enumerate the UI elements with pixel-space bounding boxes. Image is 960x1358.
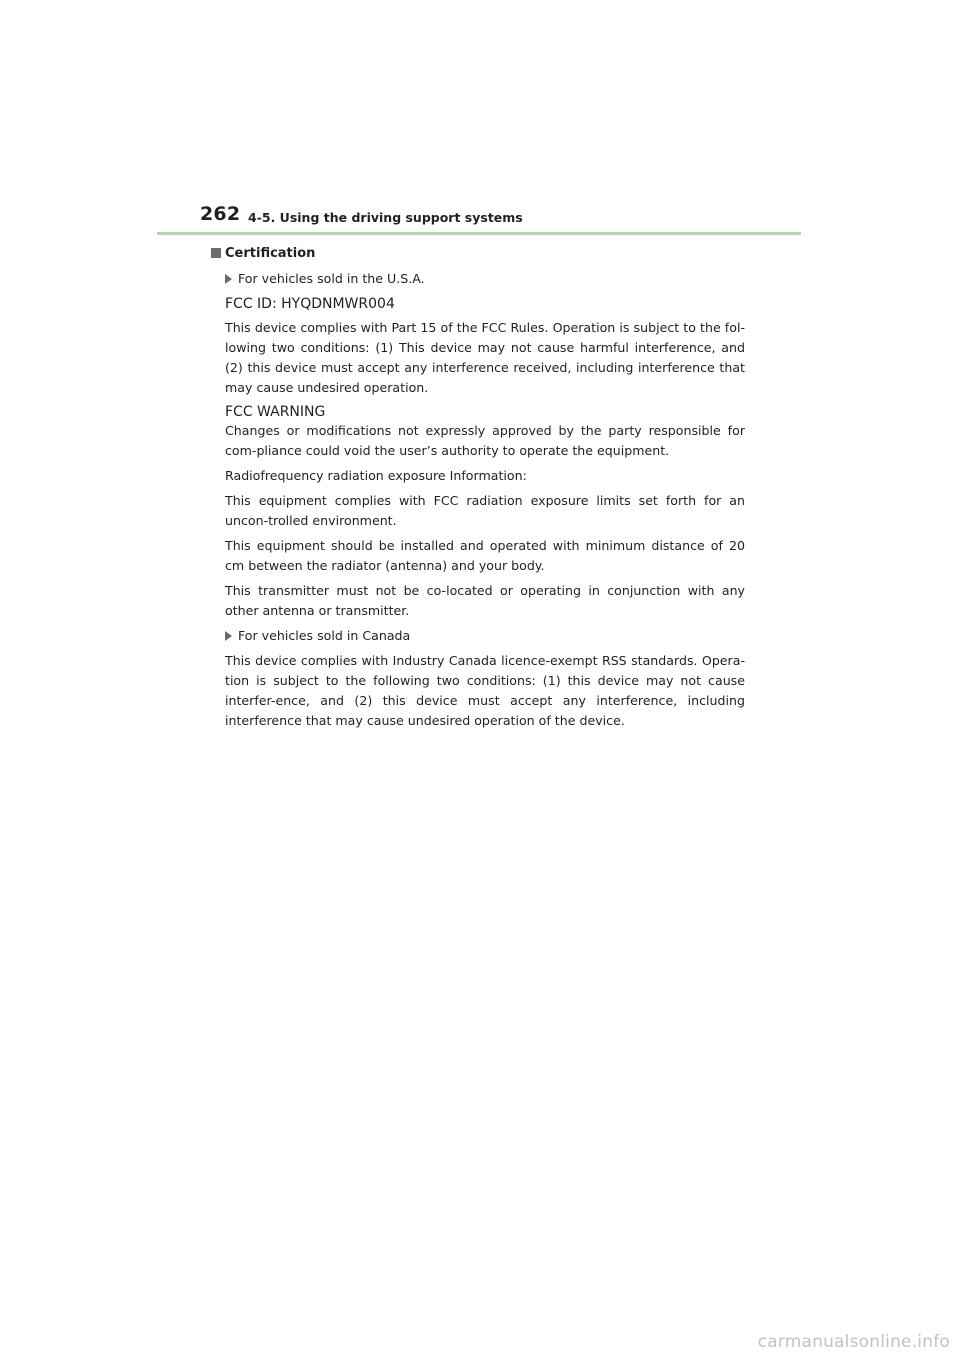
paragraph-modifications: Changes or modifications not expressly approved by the party responsible for com-pliance could void the user’s authority to operate the equipment. — [225, 423, 745, 458]
paragraph-compliance: This device complies with Part 15 of the FCC Rules. Operation is subject to the fol-lowing two conditions: (1) This device may not cause harmful interference, and (2) this device must accept any interference received, including interference that may cause undesired operation. — [225, 320, 745, 395]
paragraph-distance: This equipment should be installed and operated with minimum distance of 20 cm between the radiator (antenna) and your body. — [225, 538, 745, 573]
watermark: carmanualsonline.info — [757, 1332, 950, 1352]
fcc-id: FCC ID: HYQDNMWR004 — [225, 296, 395, 312]
canada-label: For vehicles sold in Canada — [238, 628, 411, 643]
paragraph-radiofrequency: Radiofrequency radiation exposure Information: — [225, 468, 527, 483]
usa-subheading — [225, 269, 745, 289]
paragraph-canada: This device complies with Industry Canada licence-exempt RSS standards. Opera-tion is subject to the following two conditions: (1) this device may not cause interfer-ence, and (2) this device must accept any interference, including interference that may cause undesired operation of the device. — [225, 653, 745, 728]
page-number: 262 — [200, 203, 241, 225]
section-title: 4-5. Using the driving support systems — [248, 210, 523, 225]
arrow-right-icon — [225, 274, 232, 284]
paragraph-co-location: This transmitter must not be co-located or operating in conjunction with any other antenna or transmitter. — [225, 583, 745, 618]
usa-label: For vehicles sold in the U.S.A. — [238, 271, 425, 286]
heading-label: Certification — [225, 246, 316, 261]
fcc-warning-label: FCC WARNING — [225, 404, 326, 420]
header-rule — [157, 232, 801, 235]
canada-subheading — [225, 626, 745, 646]
document-body — [225, 244, 745, 731]
square-bullet-icon — [211, 248, 221, 258]
paragraph-exposure-limits: This equipment complies with FCC radiation exposure limits set forth for an uncon-trolled environment. — [225, 493, 745, 528]
arrow-right-icon — [225, 631, 232, 641]
